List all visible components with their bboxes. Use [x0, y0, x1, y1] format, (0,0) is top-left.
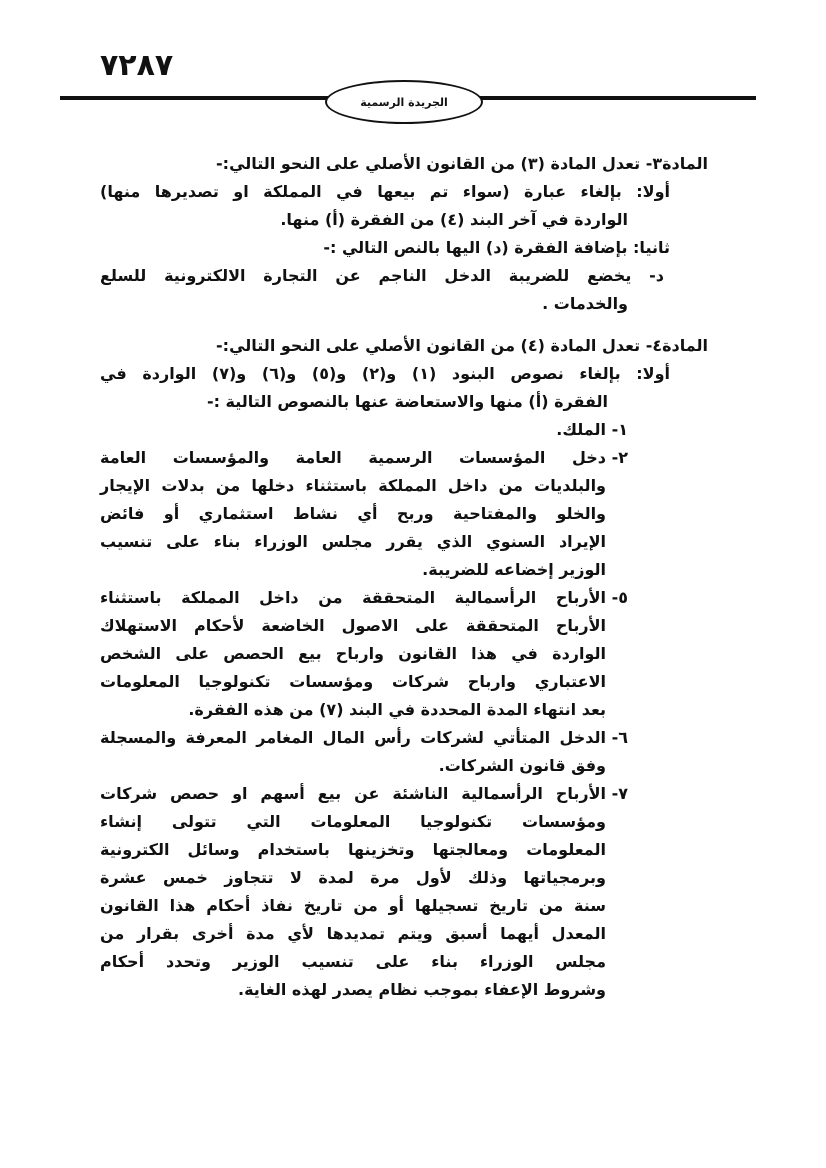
item-line: الاعتباري وارباح شركات ومؤسسات تكنولوجيا المعلومات — [100, 672, 606, 691]
article4-first-line1: أولا: بإلغاء نصوص البنود (١) و(٢) و(٥) و(٦) و(٧) الواردة في — [100, 364, 671, 383]
list-item — [100, 416, 628, 444]
item-line: دخل المؤسسات الرسمية العامة والمؤسسات العامة — [100, 448, 606, 467]
masthead-oval — [325, 80, 483, 124]
item-line: المعلومات ومعالجتها وتخزينها باستخدام وسائل الكترونية — [100, 840, 606, 859]
item-line: الأرباح الرأسمالية الناشئة عن بيع أسهم او حصص شركات — [100, 784, 606, 803]
item-number: ٢- — [611, 448, 628, 467]
item-line: الواردة في هذا القانون وارباح بيع الحصص على الشخص — [100, 644, 606, 663]
item-line: الأرباح الرأسمالية المتحققة من داخل المملكة باستثناء — [100, 588, 606, 607]
item-line: الملك. — [556, 420, 606, 439]
article4-items-list — [100, 416, 708, 1004]
item-line: والخلو والمفتاحية وربح أي نشاط استثماري أو فائض — [100, 504, 606, 523]
list-item — [100, 724, 628, 780]
item-line: الأرباح المتحققة على الاصول الخاضعة لأحكام الاستهلاك — [100, 616, 606, 635]
item-number: ٥- — [611, 588, 628, 607]
article3-d-line2: والخدمات . — [542, 294, 628, 313]
item-number: ٦- — [611, 728, 628, 747]
item-line: وفق قانون الشركات. — [438, 756, 606, 775]
item-line: والبلديات من داخل المملكة باستثناء دخلها من بدلات الإيجار — [100, 476, 606, 495]
list-item — [100, 584, 628, 724]
item-number: ٧- — [611, 784, 628, 803]
article4-heading: المادة٤- تعدل المادة (٤) من القانون الأصلي على النحو التالي:- — [216, 336, 708, 355]
list-item — [100, 444, 628, 584]
item-line: وبرمجياتها وذلك لأول مرة لمدة لا تتجاوز خمس عشرة — [100, 868, 606, 887]
document-body — [100, 150, 708, 1004]
item-line: بعد انتهاء المدة المحددة في البند (٧) من هذه الفقرة. — [188, 700, 606, 719]
article4-first-line2: الفقرة (أ) منها والاستعاضة عنها بالنصوص التالية :- — [206, 392, 608, 411]
item-line: الدخل المتأتي لشركات رأس المال المغامر المعرفة والمسجلة — [100, 728, 606, 747]
article3-first-line1: أولا: بإلغاء عبارة (سواء تم بيعها في المملكة او تصديرها منها) — [100, 182, 670, 201]
item-line: المعدل أيهما أسبق ويتم تمديدها لأي مدة أخرى بقرار من — [100, 924, 606, 943]
article3-d-line1: د- يخضع للضريبة الدخل الناجم عن التجارة الالكترونية للسلع — [100, 266, 664, 285]
page-number: ٧٢٨٧ — [100, 48, 174, 83]
list-item — [100, 780, 628, 1004]
article3-first-line2: الواردة في آخر البند (٤) من الفقرة (أ) منها. — [280, 210, 628, 229]
item-number: ١- — [611, 420, 628, 439]
item-line: ومؤسسات تكنولوجيا المعلومات التي تتولى إنشاء — [100, 812, 606, 831]
article3-second: ثانيا: بإضافة الفقرة (د) اليها بالنص التالي :- — [323, 238, 670, 257]
item-line: مجلس الوزراء بناء على تنسيب الوزير وتحدد أحكام — [100, 952, 606, 971]
item-line: الإيراد السنوي الذي يقرر مجلس الوزراء بناء على تنسيب — [100, 532, 606, 551]
masthead-title: الجريدة الرسمية — [360, 95, 448, 109]
item-line: الوزير إخضاعه للضريبة. — [422, 560, 606, 579]
item-line: وشروط الإعفاء بموجب نظام يصدر لهذه الغاية. — [237, 980, 606, 999]
article3-heading: المادة٣- تعدل المادة (٣) من القانون الأصلي على النحو التالي:- — [216, 154, 708, 173]
item-line: سنة من تاريخ تسجيلها أو من تاريخ نفاذ أحكام هذا القانون — [100, 896, 606, 915]
